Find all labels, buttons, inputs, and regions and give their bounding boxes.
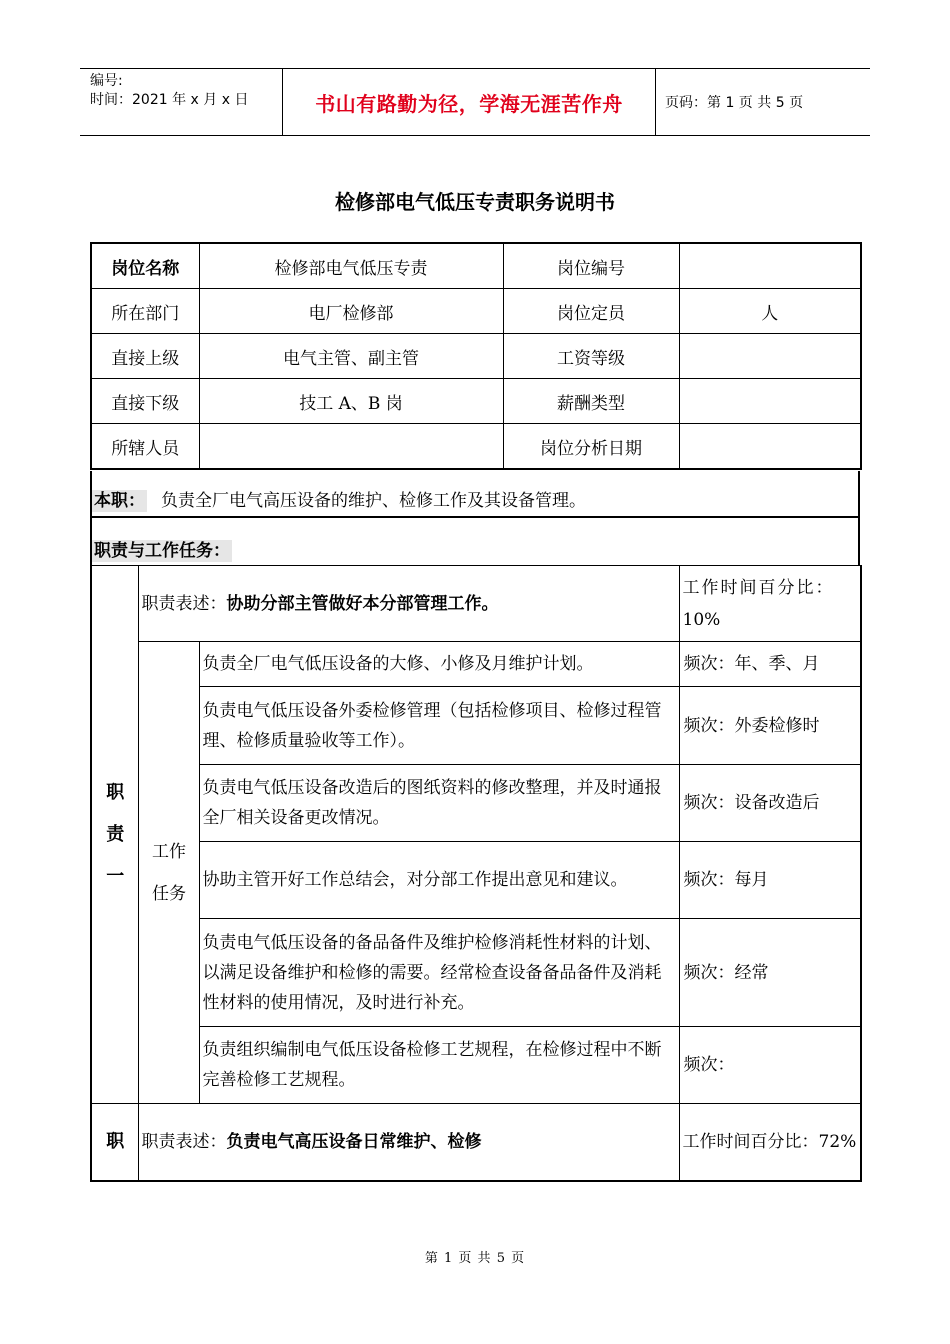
task-frequency: 频次：外委检修时 — [679, 687, 861, 765]
task-text: 负责电气低压设备的备品备件及维护检修消耗性材料的计划、以满足设备维护和检修的需要。经常检查设备备品备件及消耗性材料的使用情况，及时进行补充。 — [199, 919, 679, 1027]
side-char: 一 — [106, 865, 125, 887]
task-text: 负责电气低压设备外委检修管理（包括检修项目、检修过程管理、检修质量验收等工作）。 — [199, 687, 679, 765]
duty-two-side-label: 职 — [91, 1104, 138, 1181]
info-label: 直接下级 — [91, 379, 199, 424]
info-label: 工资等级 — [503, 334, 679, 379]
time-percent-label: 工作时间百分比： — [682, 577, 835, 598]
info-label: 所辖人员 — [91, 424, 199, 470]
duty-description-row — [91, 566, 861, 642]
info-value: 电厂检修部 — [199, 289, 503, 334]
info-label: 直接上级 — [91, 334, 199, 379]
task-row — [91, 842, 861, 919]
duty-description-label: 职责表述： — [141, 1131, 227, 1152]
info-label: 岗位分析日期 — [503, 424, 679, 470]
info-row — [91, 334, 861, 379]
info-label: 所在部门 — [91, 289, 199, 334]
duty-description-cell — [138, 1104, 679, 1181]
task-text: 协助主管开好工作总结会，对分部工作提出意见和建议。 — [199, 842, 679, 919]
header-meta — [90, 72, 248, 110]
info-value — [679, 334, 861, 379]
info-value — [199, 424, 503, 470]
task-row — [91, 919, 861, 1027]
info-label: 岗位定员 — [503, 289, 679, 334]
task-label-line: 任务 — [152, 883, 186, 904]
task-text: 负责全厂电气低压设备的大修、小修及月维护计划。 — [199, 642, 679, 687]
info-value — [679, 379, 861, 424]
main-duty-label: 本职： — [94, 491, 145, 511]
info-row — [91, 289, 861, 334]
page-header — [80, 68, 870, 136]
task-side-label — [138, 642, 199, 1104]
task-row — [91, 765, 861, 842]
task-frequency: 频次：设备改造后 — [679, 765, 861, 842]
duties-table — [90, 565, 862, 1182]
time-percent-cell — [679, 566, 861, 642]
main-duty-text: 负责全厂电气高压设备的维护、检修工作及其设备管理。 — [161, 491, 586, 511]
task-text: 负责组织编制电气低压设备检修工艺规程，在检修过程中不断完善检修工艺规程。 — [199, 1027, 679, 1104]
task-frequency: 频次： — [679, 1027, 861, 1104]
info-row — [91, 379, 861, 424]
info-value: 检修部电气低压专责 — [199, 243, 503, 289]
info-row — [91, 424, 861, 470]
task-frequency: 频次：经常 — [679, 919, 861, 1027]
duty-description-text: 协助分部主管做好本分部管理工作。 — [226, 593, 499, 614]
time-percent-label: 工作时间百分比：72% — [682, 1131, 857, 1152]
task-row — [91, 642, 861, 687]
info-row — [91, 243, 861, 289]
task-frequency: 频次：年、季、月 — [679, 642, 861, 687]
side-char: 责 — [106, 823, 125, 845]
info-value — [679, 424, 861, 470]
task-frequency: 频次：每月 — [679, 842, 861, 919]
time-percent-value: 10% — [682, 609, 721, 630]
task-row — [91, 687, 861, 765]
info-value — [679, 243, 861, 289]
side-char: 职 — [106, 781, 125, 803]
info-label: 薪酬类型 — [503, 379, 679, 424]
duties-heading-row — [90, 518, 860, 565]
duty-description-label: 职责表述： — [141, 593, 227, 614]
info-value: 技工 A、B 岗 — [199, 379, 503, 424]
info-value: 人 — [679, 289, 861, 334]
time-percent-cell — [679, 1104, 861, 1181]
document-title: 检修部电气低压专责职务说明书 — [335, 190, 615, 214]
page-code-text: 页码：第 1 页 共 5 页 — [665, 95, 804, 111]
main-duty-row — [90, 471, 860, 518]
task-label-line: 工作 — [152, 841, 186, 862]
task-text: 负责电气低压设备改造后的图纸资料的修改整理，并及时通报全厂相关设备更改情况。 — [199, 765, 679, 842]
duty-description-cell — [138, 566, 679, 642]
page-footer: 第 1 页 共 5 页 — [424, 1251, 526, 1266]
duty-description-row — [91, 1104, 861, 1181]
duties-heading: 职责与工作任务： — [94, 541, 230, 561]
info-label: 岗位编号 — [503, 243, 679, 289]
info-label: 岗位名称 — [91, 243, 199, 289]
number-label: 编号: — [90, 73, 123, 89]
task-row — [91, 1027, 861, 1104]
motto-text: 书山有路勤为径，学海无涯苦作舟 — [315, 91, 623, 116]
position-info-table — [90, 242, 862, 470]
duty-one-side-label — [91, 566, 138, 1104]
duty-description-text: 负责电气高压设备日常维护、检修 — [226, 1131, 482, 1152]
time-label: 时间：2021 年 x 月 x 日 — [90, 92, 249, 108]
info-value: 电气主管、副主管 — [199, 334, 503, 379]
motto-box — [282, 69, 656, 135]
page-code — [665, 69, 803, 135]
